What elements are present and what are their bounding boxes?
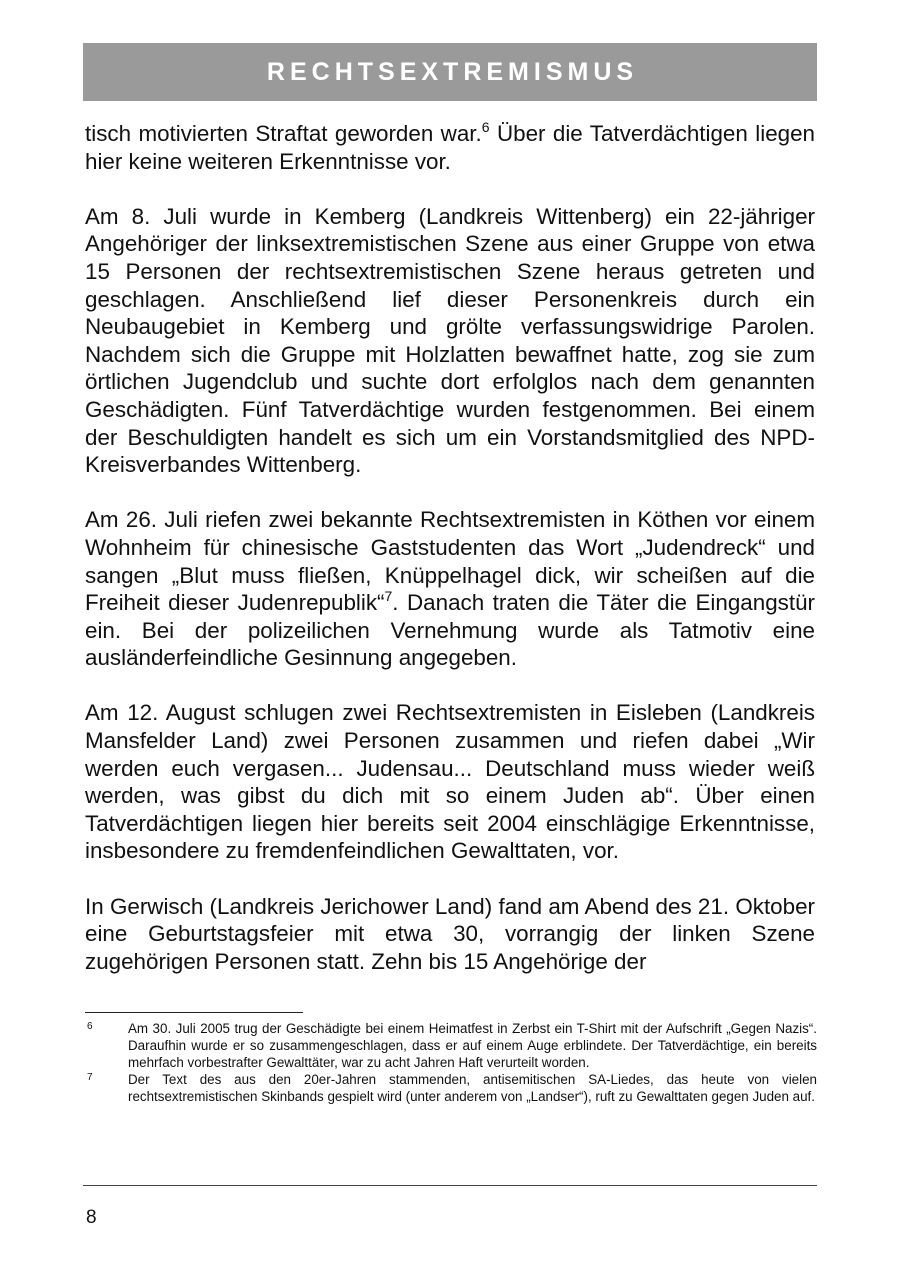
- footnote-separator: [85, 1012, 303, 1013]
- paragraph-text-continued: Über die Tatverdächtigen liegen hier keine weiteren Erkenntnisse vor.: [85, 121, 816, 174]
- paragraph-text-continued: . Danach traten die Täter die Eingangstür ein. Bei der polizeilichen Vernehmung wurde als Tatmotiv eine ausländerfeindliche Gesinnung angegeben.: [85, 590, 815, 671]
- section-title: RECHTSEXTREMISMUS: [266, 57, 639, 86]
- footnote-item: [85, 1071, 817, 1105]
- main-body-text: [85, 120, 815, 1003]
- section-header-bar: [83, 43, 817, 101]
- footnote-text: Der Text des aus den 20er-Jahren stammenden, antisemitischen SA-Liedes, das heute von vielen rechtsextremistischen Skinbands gespielt wird (unter anderem von „Landser“), ruft zu Gewalttaten gegen Juden auf.: [128, 1072, 817, 1104]
- body-paragraph: [85, 699, 815, 865]
- footnotes-section: [85, 1020, 817, 1105]
- body-paragraph: [85, 203, 815, 479]
- body-paragraph: [85, 506, 815, 672]
- footnote-item: [85, 1020, 817, 1071]
- footnote-text: Am 30. Juli 2005 trug der Geschädigte bei einem Heimatfest in Zerbst ein T-Shirt mit der Aufschrift „Gegen Nazis“. Daraufhin wurde er so zusammengeschlagen, dass er auf einem Auge erblindete. Der Tatverdächtige, ein bereits mehrfach vorbestrafter Gewalttäter, war zu acht Jahren Haft verurteilt worden.: [128, 1021, 817, 1070]
- footnote-reference[interactable]: 6: [481, 119, 490, 135]
- paragraph-text: Am 8. Juli wurde in Kemberg (Landkreis Wittenberg) ein 22-jähriger Angehöriger der linksextremistischen Szene aus einer Gruppe von etwa 15 Personen der rechtsextremistischen Szene heraus getreten und geschlagen. Anschließend lief dieser Personenkreis durch ein Neubaugebiet in Kemberg und grölte verfassungswidrige Parolen. Nachdem sich die Gruppe mit Holzlatten bewaffnet hatte, zog sie zum örtlichen Jugendclub und suchte dort erfolglos nach dem genannten Geschädigten. Fünf Tatverdächtige wurden festgenommen. Bei einem der Beschuldigten handelt es sich um ein Vorstandsmitglied des NPD-Kreisverbandes Wittenberg.: [85, 203, 815, 478]
- footer-separator: [83, 1185, 817, 1186]
- paragraph-text: Am 12. August schlugen zwei Rechtsextremisten in Eisleben (Landkreis Mansfelder Land) zwei Personen zusammen und riefen dabei „Wir werden euch vergasen... Judensau... Deutschland muss wieder weiß werden, was gibst du dich mit so einem Juden ab“. Über einen Tatverdächtigen liegen hier bereits seit 2004 einschlägige Erkenntnisse, insbesondere zu fremdenfeindlichen Gewalttaten, vor.: [85, 700, 815, 864]
- footnote-reference[interactable]: 7: [384, 588, 393, 605]
- footnote-number: 7: [87, 1072, 93, 1083]
- page-number: 8: [86, 1207, 97, 1228]
- paragraph-text: tisch motivierten Straftat geworden war.: [85, 121, 482, 146]
- body-paragraph: [85, 893, 815, 976]
- body-paragraph: [85, 120, 815, 175]
- paragraph-text: In Gerwisch (Landkreis Jerichower Land) fand am Abend des 21. Oktober eine Geburtstagsfeier mit etwa 30, vorrangig der linken Szene zugehörigen Personen statt. Zehn bis 15 Angehörige der: [85, 893, 815, 974]
- footnote-number: 6: [87, 1021, 93, 1032]
- paragraph-text: Am 26. Juli riefen zwei bekannte Rechtsextremisten in Köthen vor einem Wohnheim für chinesische Gaststudenten das Wort „Judendreck“ und sangen „Blut muss fließen, Knüppelhagel dick, wir scheißen auf die Freiheit dieser Judenrepublik“: [85, 507, 815, 616]
